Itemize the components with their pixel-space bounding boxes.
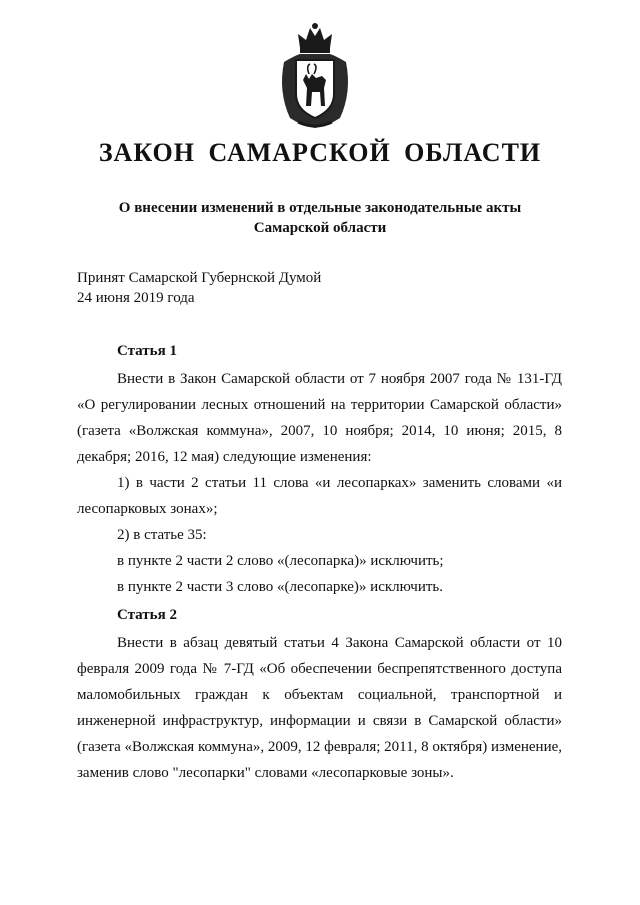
adoption-body: Принят Самарской Губернской Думой	[77, 270, 322, 286]
article-1-item-2a: в пункте 2 части 2 слово «(лесопарка)» исключить;	[117, 553, 444, 569]
article-1-intro: Внести в Закон Самарской области от 7 ноября 2007 года № 131-ГД «О регулировании лесных отношений на территории Самарской области» (газета «Волжская коммуна», 2007, 10 ноября; 2014, 10 июня; 2015, 8 декабря; 2016, 12 мая) следующие изменения:	[77, 371, 562, 465]
article-1-item-2: 2) в статье 35:	[117, 527, 207, 543]
subtitle-line-1: О внесении изменений в отдельные законодательные акты	[118, 200, 522, 216]
subtitle-line-2: Самарской области	[253, 220, 387, 236]
article-1-item-1: 1) в части 2 статьи 11 слова «и лесопарках» заменить словами «и лесопарковых зонах»;	[77, 475, 562, 517]
article-1-heading: Статья 1	[117, 343, 177, 359]
law-title: ЗАКОН САМАРСКОЙ ОБЛАСТИ	[98, 138, 542, 167]
article-2-text: Внести в абзац девятый статьи 4 Закона Самарской области от 10 февраля 2009 года № 7-ГД «Об обеспечении беспрепятственного доступа маломобильных граждан к объектам социальной, транспортной и инженерной инфраструктур, информации и связи в Самарской области» (газета «Волжская коммуна», 2009, 12 февраля; 2011, 8 октября) изменение, заменив слово "лесопарки" словами «лесопарковые зоны».	[77, 635, 563, 781]
adoption-info	[77, 268, 321, 308]
adoption-date: 24 июня 2019 года	[77, 290, 195, 306]
article-2-heading: Статья 2	[117, 607, 177, 623]
law-body	[77, 338, 562, 786]
article-1-item-2b: в пункте 2 части 3 слово «(лесопарке)» исключить.	[117, 579, 443, 595]
law-subtitle	[0, 198, 640, 238]
coat-of-arms-emblem	[276, 22, 354, 130]
